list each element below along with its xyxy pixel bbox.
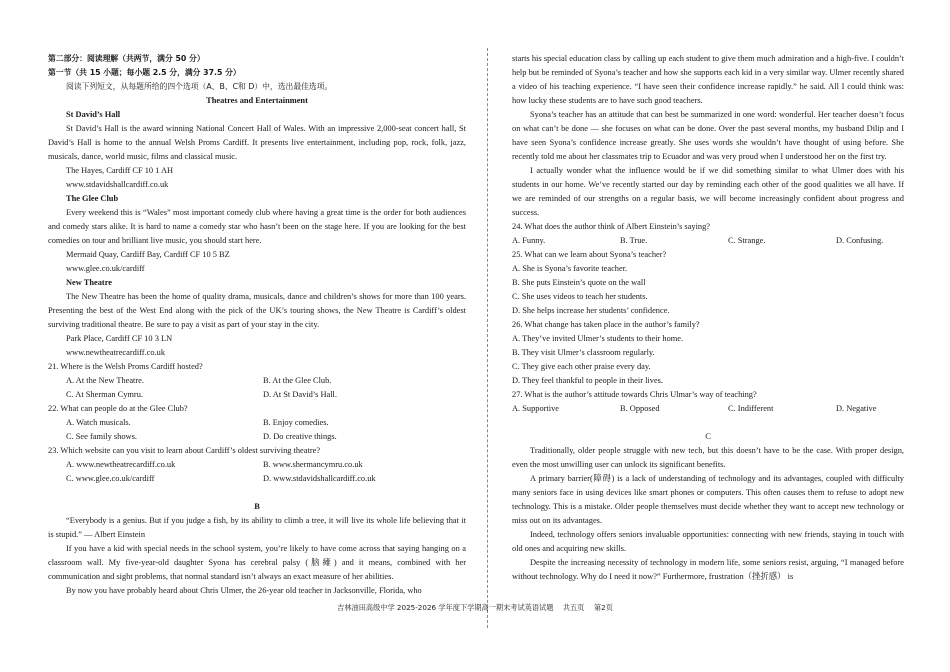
- passage-b-paragraph: If you have a kid with special needs in the school system, you’re likely to have come across that saying hanging on a classroom wall. My five-year-old daughter Syona has cerebral palsy (脑瘫) and it means, combined with her communication and sight problems, that normal standard isn’t always an exact measure of her abilities.: [48, 544, 466, 581]
- question-27: 27. What is the author’s attitude towards Chris Ulmar’s way of teaching?: [512, 390, 757, 399]
- option: B. At the Glee Club.: [263, 376, 332, 385]
- venue-url: www.glee.co.uk/cardiff: [66, 264, 145, 273]
- option: B. They visit Ulmer’s classroom regularly.: [512, 348, 655, 357]
- passage-b-paragraph: starts his special education class by calling up each student to give them much admiration and a high-five. I couldn’t help but be reminded of Syona’s teacher and how she supports each kid in a very similar way. Ulmer recently shared a video of his teaching experience. “I have seen their confidence increase rapidly.” he said. All I could think was: how lucky these students are to have such good teachers.: [512, 54, 904, 105]
- option: D. www.stdavidshallcardiff.co.uk: [263, 474, 376, 483]
- venue-address: The Hayes, Cardiff CF 10 1 AH: [66, 166, 174, 175]
- question-24-options: [512, 234, 904, 248]
- passage-c-paragraph: A primary barrier(障碍) is a lack of understanding of technology and its advantages, coupled with difficulty many seniors face in using devices like smart phones or computers. This often causes them to refuse to adopt new technology. This is a mistake. Older people themselves must decide whether they want to accept new technology or miss out on its advantages.: [512, 474, 904, 525]
- passage-c-label: C: [705, 432, 711, 441]
- venue-description: The New Theatre has been the home of quality drama, musicals, dance and children’s shows for more than 100 years. Presenting the best of the West End along with the pick of the UK’s touring shows, the New Theatre is Cardiff’s oldest surviving traditional theatre. Be sure to pay a visit as part of your stay in the city.: [48, 292, 466, 329]
- instruction: 阅读下列短文，从每题所给的四个选项（A、B、C和 D）中，选出最佳选项。: [66, 82, 333, 91]
- venue-description: St David’s Hall is the award winning National Concert Hall of Wales. With an impressive 2,000-seat concert hall, St David’s Hall is home to the annual Welsh Proms Cardiff. It presents live entertainment, including pop, rock, folk, jazz, musicals, dance, world music, films and classical music.: [48, 124, 466, 161]
- option: A. Funny.: [512, 236, 546, 245]
- option: A. Supportive: [512, 404, 559, 413]
- passage-c-paragraph: Indeed, technology offers seniors invaluable opportunities: connecting with new friends, staying in touch with old ones and acquiring new skills.: [512, 530, 904, 553]
- passage-b-paragraph: Syona’s teacher has an attitude that can best be summarized in one word: wonderful. Her teacher doesn’t focus on what can’t be done — she focuses on what can be done. Over the past several months, my husband Dilip and I have seen Syona’s confidence increase greatly. She uses words she wouldn’t have thought of using before. She recently told me about her classmates trip to Ecuador and was very proud when I understood her on the first try.: [512, 110, 904, 161]
- option: B. True.: [620, 236, 648, 245]
- option: C. Strange.: [728, 236, 766, 245]
- option: C. At Sherman Cymru.: [66, 390, 144, 399]
- venue-description: Every weekend this is “Wales” most important comedy club where having a great time is the order for both audiences and comedy stars alike. It is hard to name a comedy star who hasn’t been on the stage here. If you are looking for the best comedies on tour and brilliant live music, you should start here.: [48, 208, 466, 245]
- question-23: 23. Which website can you visit to learn about Cardiff’s oldest surviving theatre?: [48, 446, 321, 455]
- question-22-options: [48, 416, 466, 444]
- option: C. She uses videos to teach her students.: [512, 292, 648, 301]
- option: D. Do creative things.: [263, 432, 337, 441]
- venue-name: The Glee Club: [66, 194, 119, 203]
- question-22: 22. What can people do at the Glee Club?: [48, 404, 188, 413]
- question-24: 24. What does the author think of Albert Einstein’s saying?: [512, 222, 711, 231]
- passage-c-paragraph: Traditionally, older people struggle with new tech, but this doesn’t have to be the case. With proper design, even the most unwilling user can unlock its significant benefits.: [512, 446, 904, 469]
- venue-name: New Theatre: [66, 278, 112, 287]
- venue-address: Park Place, Cardiff CF 10 3 LN: [66, 334, 173, 343]
- option: C. They give each other praise every day.: [512, 362, 651, 371]
- option: A. www.newtheatrecardiff.co.uk: [66, 460, 176, 469]
- option: D. Confusing.: [836, 236, 884, 245]
- question-25: 25. What can we learn about Syona’s teacher?: [512, 250, 667, 259]
- venue-address: Mermaid Quay, Cardiff Bay, Cardiff CF 10 5 BZ: [66, 250, 230, 259]
- option: D. She helps increase her students’ confidence.: [512, 306, 670, 315]
- option: A. They’ve invited Ulmer’s students to their home.: [512, 334, 684, 343]
- option: B. Opposed: [620, 404, 660, 413]
- question-23-options: [48, 458, 466, 486]
- right-column: [512, 52, 904, 584]
- section-heading: 第一节（共 15 小题；每小题 2.5 分，满分 37.5 分）: [48, 68, 241, 77]
- page-footer: 吉林油田高级中学 2025-2026 学年度下学期高一期末考试英语试题 共五页 第2页: [337, 603, 613, 612]
- question-21-options: [48, 374, 466, 402]
- option: B. Enjoy comedies.: [263, 418, 329, 427]
- part-heading: 第二部分：阅读理解（共两节，满分 50 分）: [48, 54, 205, 63]
- option: B. www.shermancymru.co.uk: [263, 460, 363, 469]
- question-27-options: [512, 402, 904, 416]
- option: A. Watch musicals.: [66, 418, 131, 427]
- option: C. www.glee.co.uk/cardiff: [66, 474, 155, 483]
- passage-a-title: Theatres and Entertainment: [206, 96, 308, 105]
- passage-c-paragraph: Despite the increasing necessity of technology in modern life, some seniors resist, arguing, “I managed before without technology. Why do I need it now?” Furthermore, frustration（挫折感） is: [512, 558, 904, 581]
- option: D. At St David’s Hall.: [263, 390, 337, 399]
- question-26: 26. What change has taken place in the author’s family?: [512, 320, 700, 329]
- option: A. At the New Theatre.: [66, 376, 144, 385]
- question-21: 21. Where is the Welsh Proms Cardiff hosted?: [48, 362, 203, 371]
- option: A. She is Syona’s favorite teacher.: [512, 264, 628, 273]
- column-divider: [487, 48, 488, 628]
- passage-b-paragraph: “Everybody is a genius. But if you judge a fish, by its ability to climb a tree, it will live its whole life believing that it is stupid.” — Albert Einstein: [48, 516, 466, 539]
- venue-url: www.stdavidshallcardiff.co.uk: [66, 180, 169, 189]
- venue-name: St David’s Hall: [66, 110, 121, 119]
- option: C. See family shows.: [66, 432, 137, 441]
- option: C. Indifferent: [728, 404, 774, 413]
- option: B. She puts Einstein’s quote on the wall: [512, 278, 646, 287]
- passage-b-label: B: [254, 502, 260, 511]
- left-column: [48, 52, 466, 598]
- option: D. Negative: [836, 404, 877, 413]
- passage-b-paragraph: I actually wonder what the influence would be if we did something similar to what Ulmer does with his students in our home. We’ve recently started our day by reminding each other of the good qualities we all have. If we are reminded of our strengths on a regular basis, we will become increasingly confident about progress and success.: [512, 166, 904, 217]
- venue-url: www.newtheatrecardiff.co.uk: [66, 348, 166, 357]
- passage-b-paragraph: By now you have probably heard about Chris Ulmer, the 26-year old teacher in Jacksonville, Florida, who: [66, 586, 422, 595]
- option: D. They feel thankful to people in their lives.: [512, 376, 664, 385]
